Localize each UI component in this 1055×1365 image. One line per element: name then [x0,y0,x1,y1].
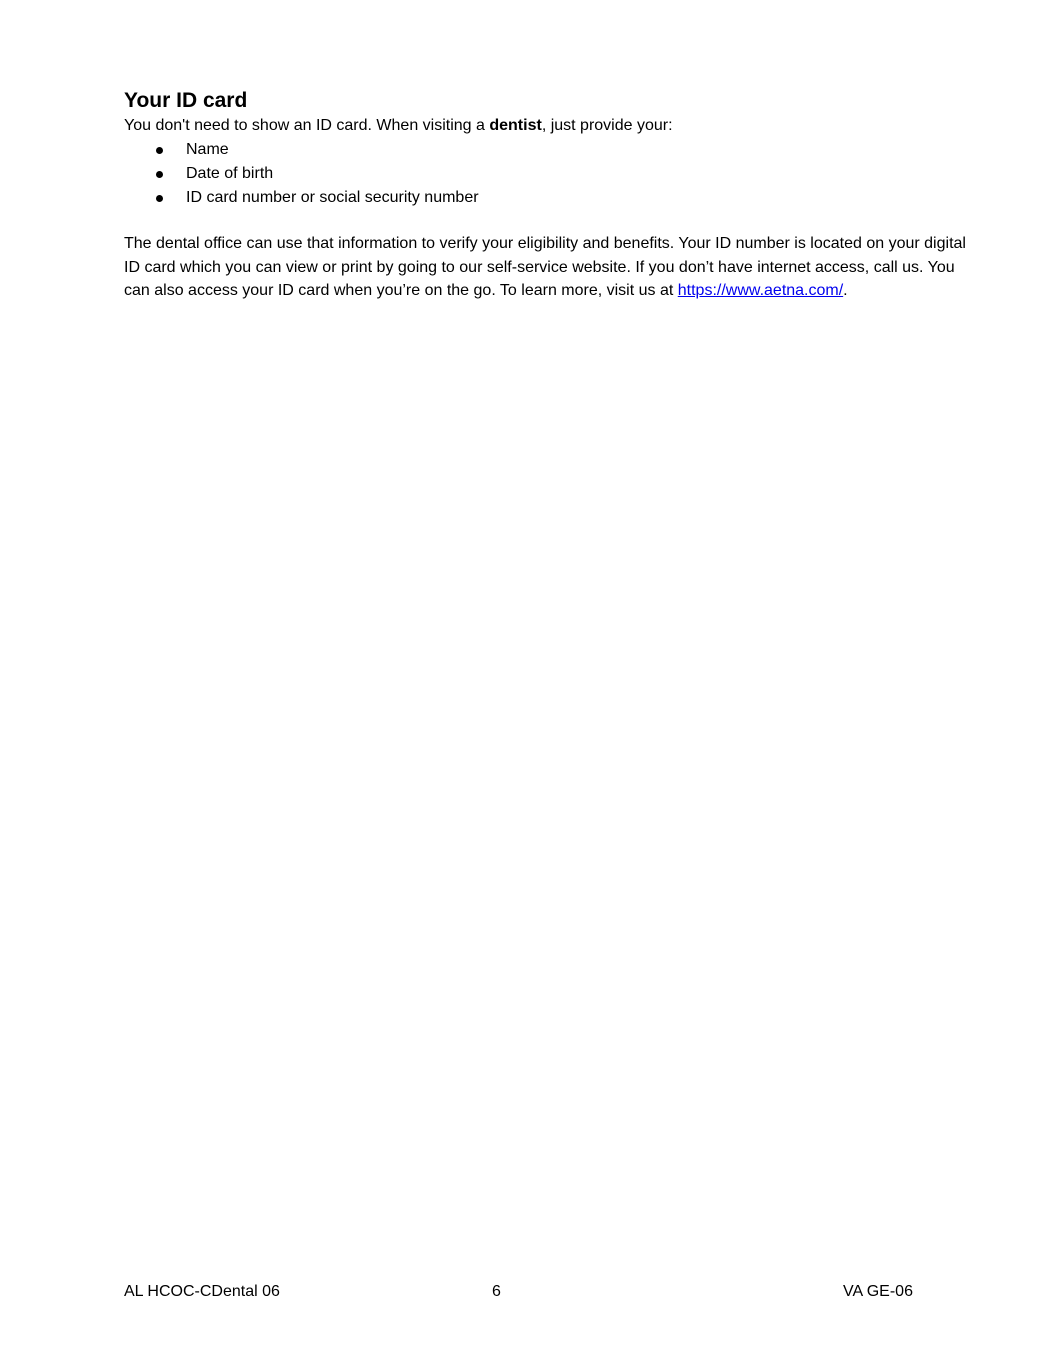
intro-text [124,114,984,138]
list-item [124,162,984,186]
footer-page-number: 6 [492,1283,501,1300]
footer-document-code: AL HCOC-CDental 06 [124,1283,280,1300]
aetna-website-link[interactable]: https://www.aetna.com/ [677,282,844,299]
paragraph-text: The dental office can use that information to verify your eligibility and benefits. Your ID number is located on your digital ID card which you can view or print by going to our self-service website. If you don’t have internet access, call us. You can also access your ID card when you’re on the go. To learn more, visit us at [124,235,966,299]
list-item [124,138,984,162]
list-item-label: Name [186,141,229,158]
intro-bold-term: dentist [489,117,542,134]
document-body [124,88,984,303]
bullet-icon [156,195,163,202]
section-heading: Your ID card [124,89,248,112]
bullet-icon [156,171,163,178]
footer-form-code: VA GE-06 [843,1283,913,1300]
list-item-label: Date of birth [186,165,274,182]
list-item-label: ID card number or social security number [186,189,479,206]
page-footer [0,1280,1055,1304]
eligibility-paragraph [124,232,984,303]
intro-text-start: You don't need to show an ID card. When visiting a [124,117,490,134]
paragraph-end: . [843,282,848,299]
intro-text-end: , just provide your: [541,117,673,134]
list-item [124,186,984,210]
bullet-icon [156,147,163,154]
required-info-list [124,138,984,210]
